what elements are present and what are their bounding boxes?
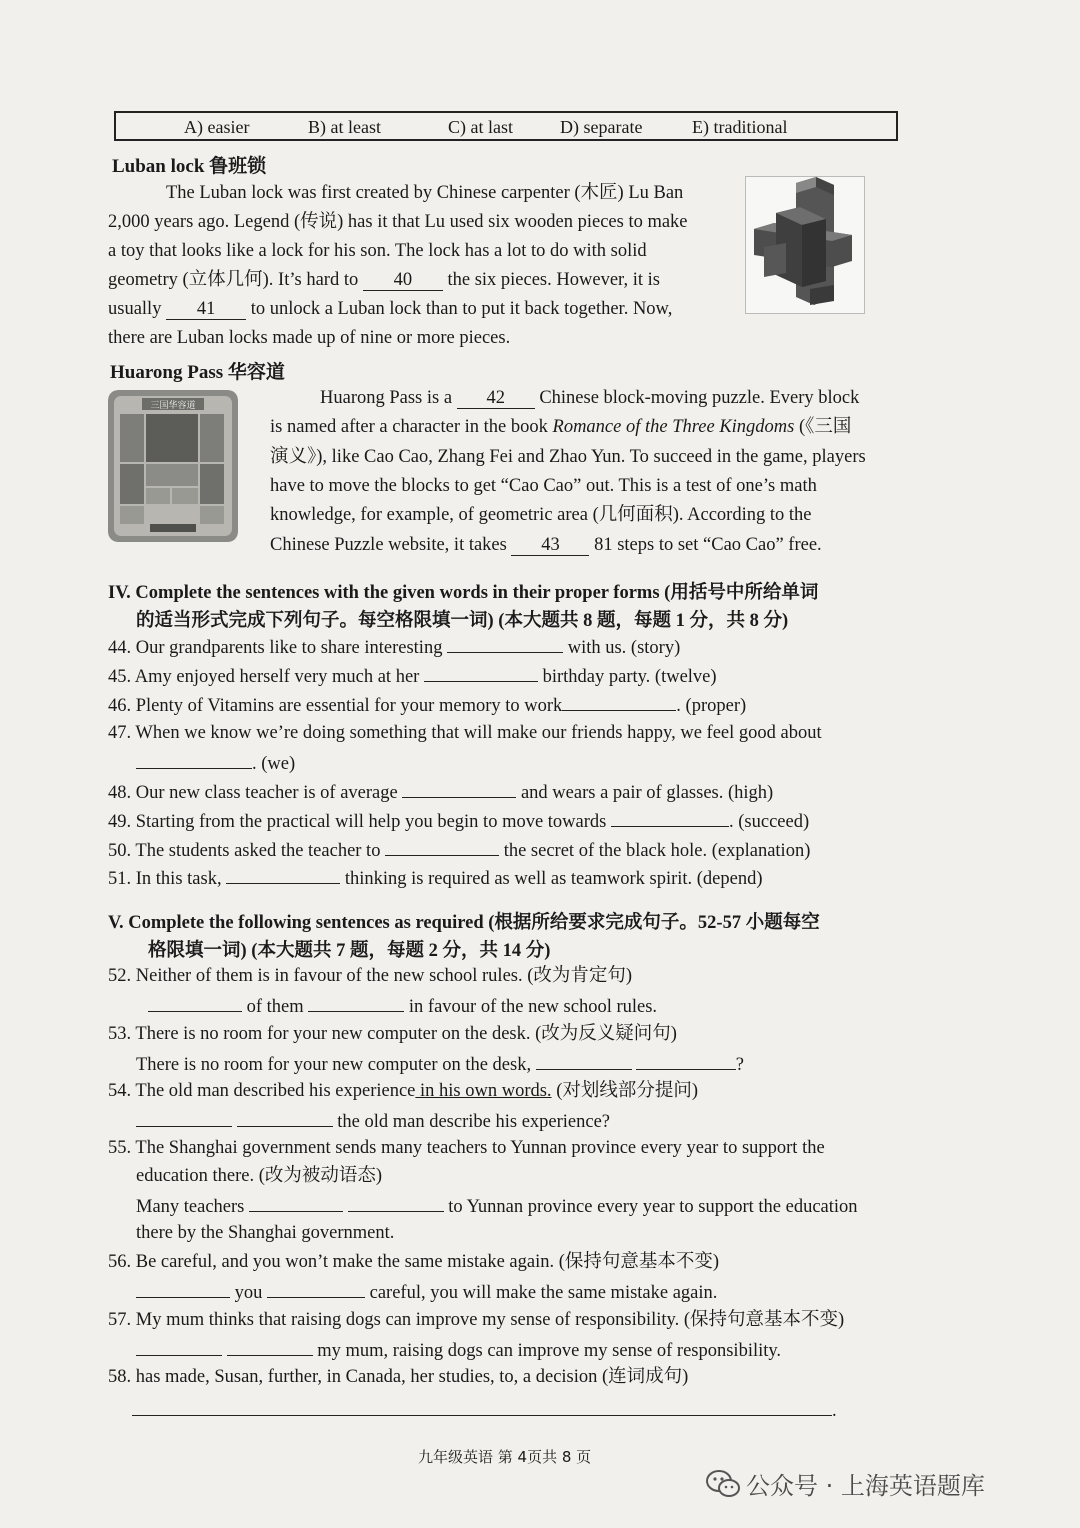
passage-line: knowledge, for example, of geometric area (几何面积). According to the — [270, 505, 812, 525]
text: 44. Our grandparents like to share interesting — [108, 638, 443, 658]
text: my mum, raising dogs can improve my sense of responsibility. — [317, 1341, 782, 1361]
text: you — [234, 1283, 263, 1303]
underlined-part: in his own words. — [415, 1081, 552, 1101]
answer-blank[interactable] — [536, 1052, 632, 1070]
passage-line — [320, 387, 859, 409]
question-49 — [108, 809, 809, 833]
word-option: E) traditional — [692, 117, 788, 137]
question-56: 56. Be careful, and you won’t make the same mistake again. (保持句意基本不变) — [108, 1252, 720, 1272]
text: . (we) — [252, 754, 296, 774]
passage-line: there are Luban locks made up of nine or more pieces. — [108, 328, 511, 348]
answer-blank[interactable] — [447, 635, 563, 653]
answer-blank[interactable] — [136, 1109, 232, 1127]
text: birthday party. (twelve) — [542, 667, 717, 687]
text: is named after a character in the book — [270, 417, 553, 437]
wechat-icon — [706, 1469, 740, 1499]
answer-blank[interactable] — [402, 780, 516, 798]
word-option: A) easier — [184, 117, 250, 137]
text: 45. Amy enjoyed herself very much at her — [108, 667, 420, 687]
answer-blank[interactable] — [424, 664, 538, 682]
passage-line: The Luban lock was first created by Chinese carpenter (木匠) Lu Ban — [166, 183, 684, 203]
watermark-text: 公众号 · 上海英语题库 — [746, 1472, 985, 1500]
question-57-answer — [136, 1338, 781, 1362]
gap-41[interactable]: 41 — [166, 300, 246, 320]
section-5-title: V. Complete the following sentences as required (根据所给要求完成句子。52-57 小题每空 — [108, 913, 820, 933]
puzzle-board-icon — [108, 390, 238, 542]
page-footer: 九年级英语 第 4页共 8 页 — [418, 1448, 592, 1466]
question-44 — [108, 635, 680, 659]
question-55-answer — [136, 1194, 858, 1218]
text: . (proper) — [676, 696, 747, 716]
text: in favour of the new school rules. — [408, 997, 658, 1017]
answer-blank[interactable] — [136, 1338, 222, 1356]
text: the old man describe his experience? — [337, 1112, 611, 1132]
gap-42[interactable]: 42 — [457, 389, 535, 409]
puzzle-caption: 三国华容道 — [150, 401, 196, 411]
text: Chinese block-moving puzzle. Every block — [539, 388, 860, 408]
question-51 — [108, 866, 763, 890]
text: 49. Starting from the practical will help you begin to move towards — [108, 812, 607, 832]
answer-blank[interactable] — [308, 994, 404, 1012]
luban-heading: Luban lock 鲁班锁 — [112, 156, 267, 177]
text: thinking is required as well as teamwork spirit. (depend) — [344, 869, 763, 889]
gap-43[interactable]: 43 — [511, 536, 589, 556]
question-53-answer — [136, 1052, 744, 1076]
text: usually — [108, 299, 162, 319]
text: . (succeed) — [729, 812, 810, 832]
book-title: Romance of the Three Kingdoms — [552, 417, 795, 437]
question-47-cont — [136, 751, 295, 775]
text: of them — [246, 997, 304, 1017]
text: . — [832, 1401, 837, 1421]
question-58: 58. has made, Susan, further, in Canada, her studies, to, a decision (连词成句) — [108, 1367, 689, 1387]
passage-line: have to move the blocks to get “Cao Cao” out. This is a test of one’s math — [270, 476, 817, 496]
answer-blank[interactable] — [267, 1280, 365, 1298]
text: 50. The students asked the teacher to — [108, 841, 381, 861]
word-option: B) at least — [308, 117, 381, 137]
question-55: 55. The Shanghai government sends many teachers to Yunnan province every year to support the — [108, 1138, 825, 1158]
luban-lock-image — [745, 176, 865, 314]
word-option: D) separate — [560, 117, 643, 137]
passage-line — [270, 416, 851, 438]
text: (对划线部分提问) — [551, 1081, 699, 1101]
answer-blank[interactable] — [227, 1338, 313, 1356]
text: 46. Plenty of Vitamins are essential for your memory to work — [108, 696, 563, 716]
section-4-title-cont: 的适当形式完成下列句子。每空格限填一词) (本大题共 8 题，每题 1 分，共 8 分) — [136, 611, 789, 631]
text: to Yunnan province every year to support the education — [448, 1197, 858, 1217]
section-5-title-cont: 格限填一词) (本大题共 7 题，每题 2 分，共 14 分) — [148, 941, 551, 961]
answer-blank[interactable] — [562, 693, 676, 711]
answer-blank[interactable] — [136, 1280, 230, 1298]
text: 54. The old man described his experience — [108, 1081, 416, 1101]
answer-blank[interactable] — [636, 1052, 736, 1070]
text: There is no room for your new computer on the desk, — [136, 1055, 532, 1075]
passage-line — [270, 534, 822, 556]
question-55-answer-cont: there by the Shanghai government. — [136, 1223, 395, 1243]
question-54 — [108, 1080, 698, 1102]
passage-line: 演义》), like Cao Cao, Zhang Fei and Zhao Yun. To succeed in the game, players — [270, 447, 866, 467]
question-48 — [108, 780, 773, 804]
text: geometry (立体几何). It’s hard to — [108, 270, 359, 290]
question-53: 53. There is no room for your new computer on the desk. (改为反义疑问句) — [108, 1024, 677, 1044]
text: Chinese Puzzle website, it takes — [270, 535, 507, 555]
text: 51. In this task, — [108, 869, 222, 889]
question-55-cont: education there. (改为被动语态) — [136, 1166, 383, 1186]
question-58-answer — [132, 1398, 837, 1422]
passage-line: 2,000 years ago. Legend (传说) has it that Lu used six wooden pieces to make — [108, 212, 688, 232]
text: (《三国 — [794, 417, 852, 437]
text: the secret of the black hole. (explanation) — [503, 841, 811, 861]
question-52-answer — [148, 994, 657, 1018]
luban-lock-icon — [746, 177, 864, 313]
question-47: 47. When we know we’re doing something that will make our friends happy, we feel good about — [108, 723, 822, 743]
huarong-puzzle-image — [108, 390, 238, 542]
question-54-answer — [136, 1109, 610, 1133]
answer-blank[interactable] — [348, 1194, 444, 1212]
answer-blank[interactable] — [385, 838, 499, 856]
text: ? — [735, 1055, 744, 1075]
passage-line: a toy that looks like a lock for his son. The lock has a lot to do with solid — [108, 241, 647, 261]
question-57: 57. My mum thinks that raising dogs can improve my sense of responsibility. (保持句意基本不变) — [108, 1310, 845, 1330]
word-bank — [114, 111, 898, 141]
text: and wears a pair of glasses. (high) — [520, 783, 774, 803]
answer-blank[interactable] — [136, 751, 252, 769]
text: 48. Our new class teacher is of average — [108, 783, 398, 803]
passage-line — [108, 298, 672, 320]
word-option: C) at last — [448, 117, 513, 137]
text: Huarong Pass is a — [320, 388, 453, 408]
question-45 — [108, 664, 717, 688]
text: Many teachers — [136, 1197, 245, 1217]
answer-line[interactable] — [132, 1398, 832, 1416]
question-46 — [108, 693, 746, 717]
answer-blank[interactable] — [611, 809, 729, 827]
answer-blank[interactable] — [237, 1109, 333, 1127]
huarong-heading: Huarong Pass 华容道 — [110, 362, 285, 383]
section-4-title: IV. Complete the sentences with the given words in their proper forms (用括号中所给单词 — [108, 583, 819, 603]
answer-blank[interactable] — [226, 866, 340, 884]
answer-blank[interactable] — [148, 994, 242, 1012]
text: careful, you will make the same mistake again. — [369, 1283, 718, 1303]
gap-40[interactable]: 40 — [363, 271, 443, 291]
passage-line — [108, 269, 660, 291]
text: the six pieces. However, it is — [447, 270, 660, 290]
answer-blank[interactable] — [249, 1194, 343, 1212]
question-50 — [108, 838, 810, 862]
question-56-answer — [136, 1280, 717, 1304]
text: with us. (story) — [567, 638, 681, 658]
text: to unlock a Luban lock than to put it back together. Now, — [250, 299, 673, 319]
question-52: 52. Neither of them is in favour of the new school rules. (改为肯定句) — [108, 966, 633, 986]
text: 81 steps to set “Cao Cao” free. — [594, 535, 822, 555]
watermark — [706, 1466, 985, 1501]
